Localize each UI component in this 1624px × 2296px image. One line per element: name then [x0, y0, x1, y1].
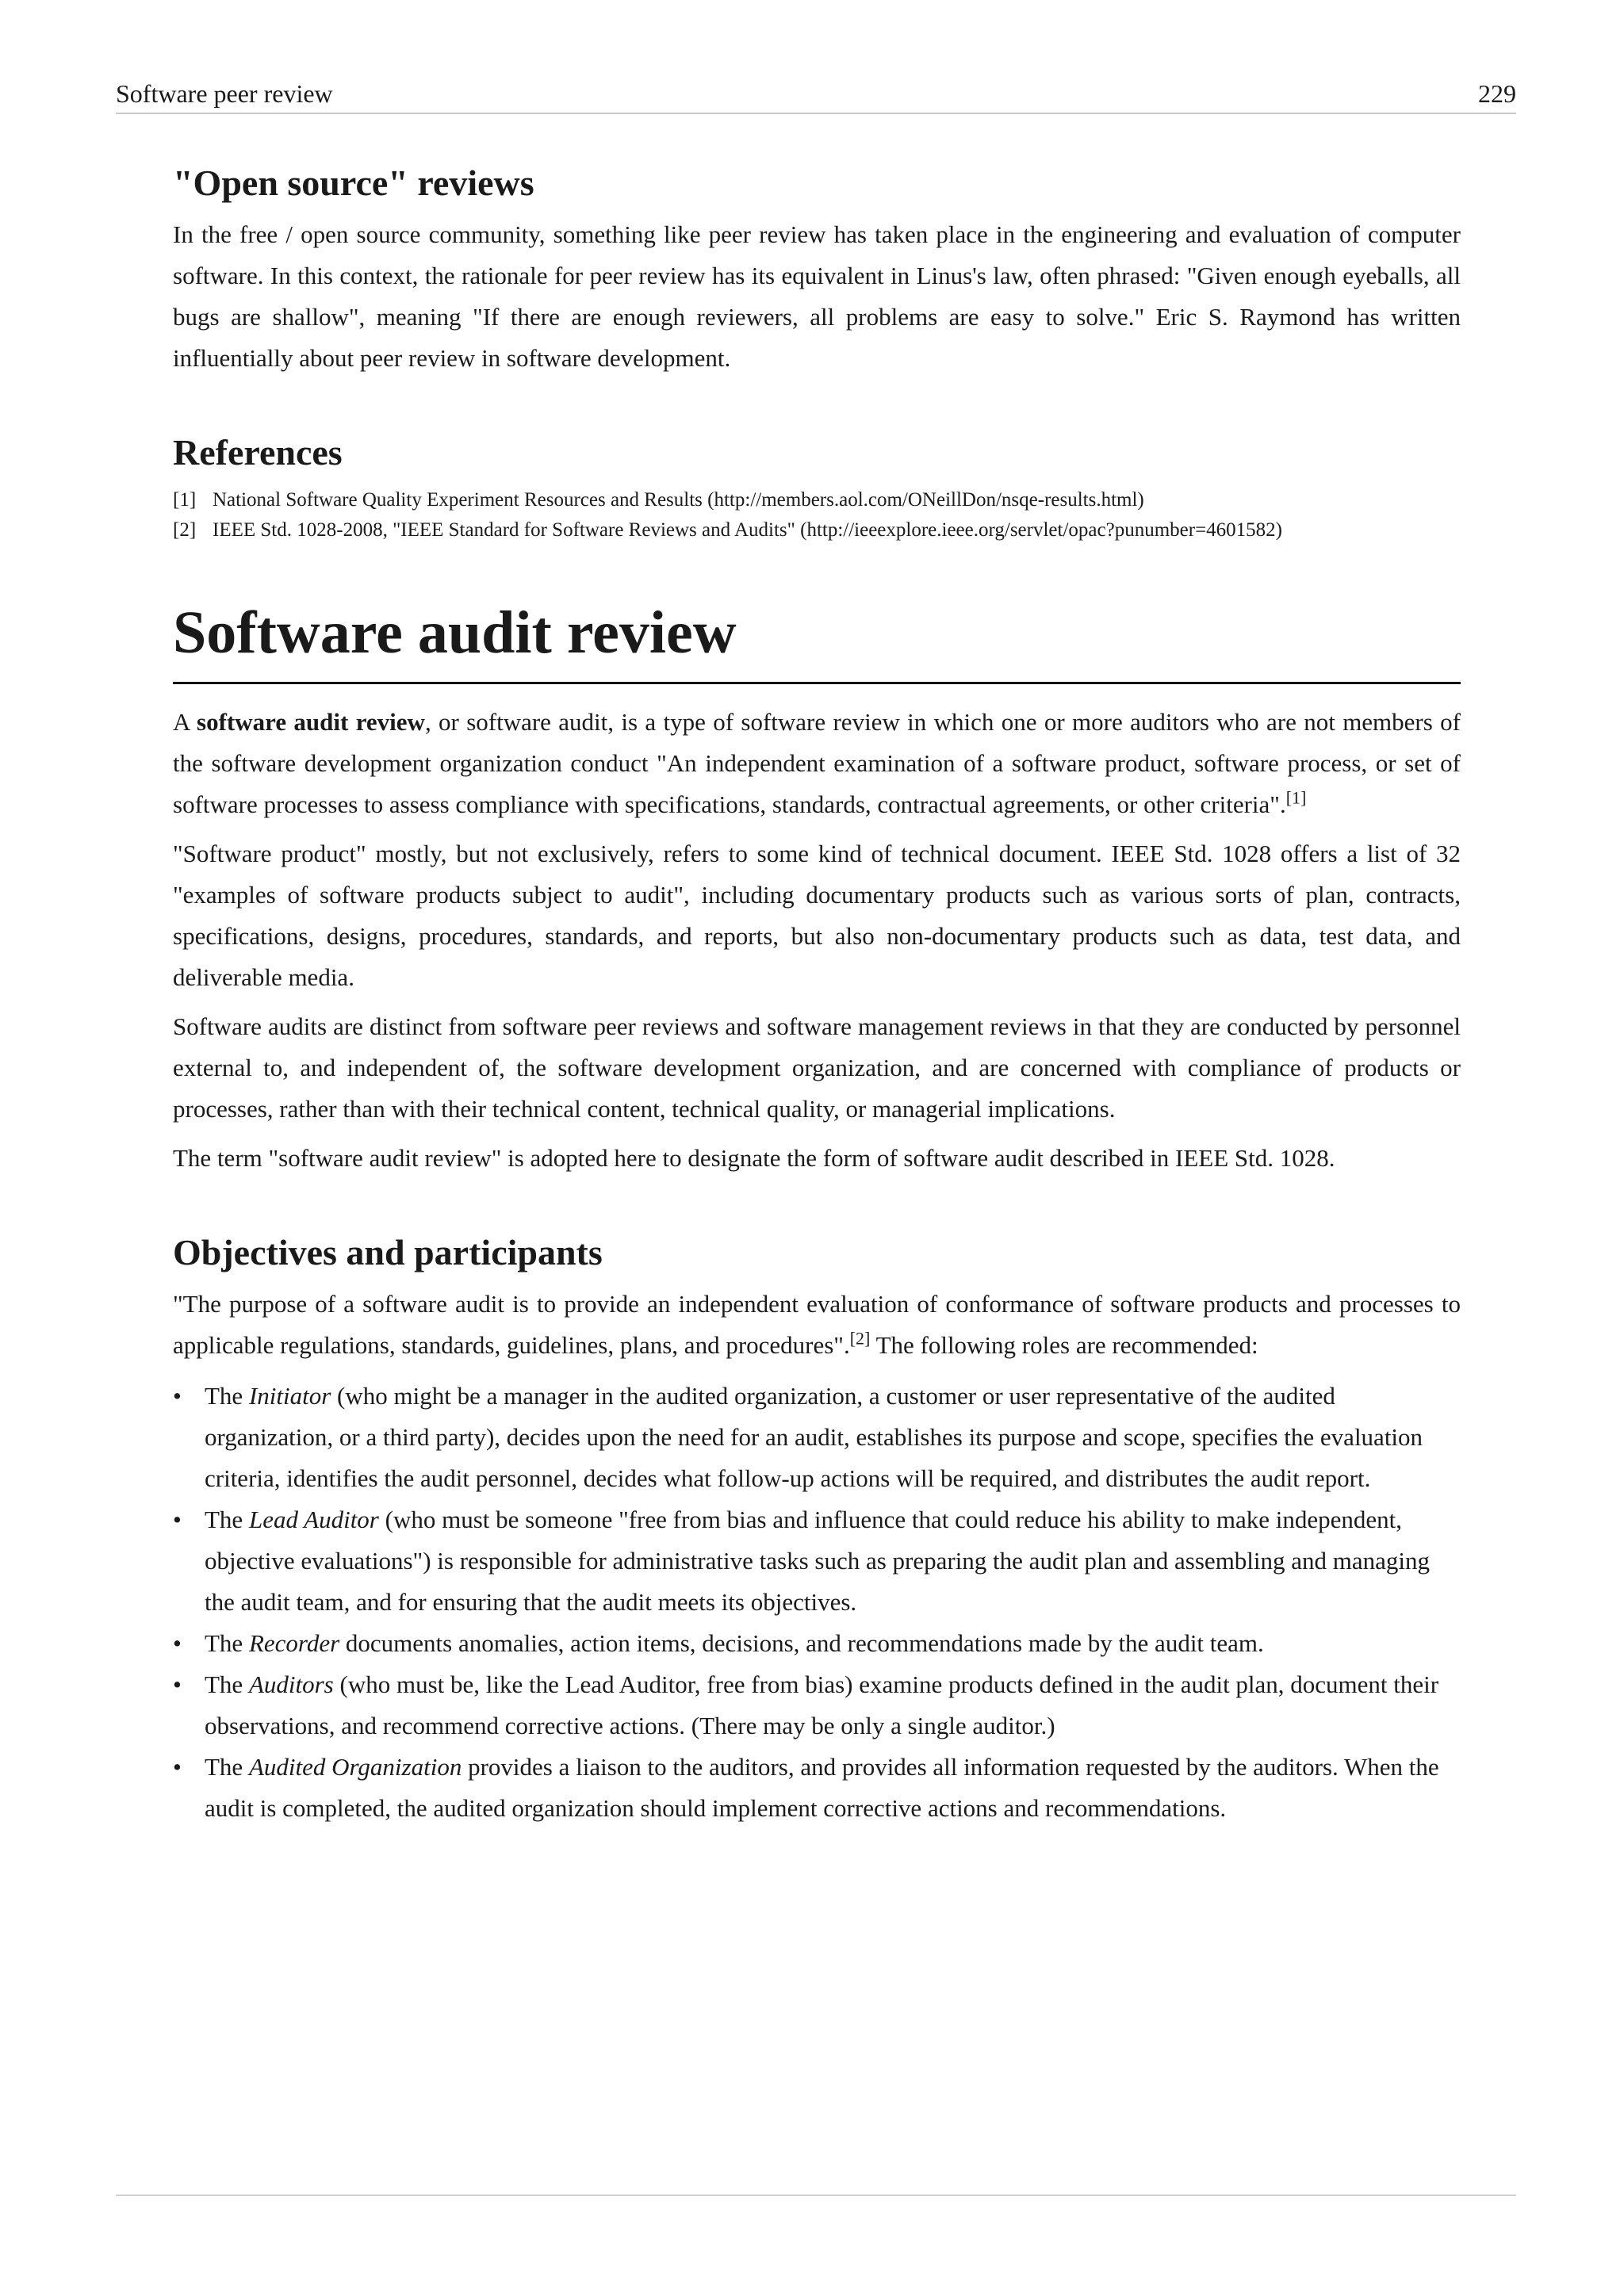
- objectives-intro: [173, 1284, 1461, 1366]
- objectives-intro-tail: The following roles are recommended:: [870, 1331, 1258, 1359]
- reference-link[interactable]: IEEE Std. 1028-2008, "IEEE Standard for Software Reviews and Audits" (http://ieeexplore.ieee.org/servlet/opac?punumber=4601582): [213, 519, 1282, 541]
- section-heading-open-source: "Open source" reviews: [173, 163, 534, 203]
- bullet-icon: •: [173, 1382, 182, 1410]
- running-title: Software peer review: [116, 79, 333, 108]
- role-name: Auditors: [248, 1670, 334, 1698]
- references-list: [173, 485, 1461, 545]
- role-prefix: The: [205, 1629, 249, 1657]
- running-header: [116, 76, 1516, 114]
- section-heading-objectives: Objectives and participants: [173, 1232, 603, 1272]
- role-description: (who must be, like the Lead Auditor, free from bias) examine products defined in the audit plan, document their observations, and recommend corrective actions. (There may be only a single auditor.): [205, 1670, 1439, 1739]
- reference-item: [173, 515, 1461, 545]
- role-item-audited-organization: [173, 1747, 1461, 1829]
- citation-link[interactable]: [1]: [1285, 787, 1307, 808]
- audit-p1-bold-term: software audit review: [197, 708, 425, 736]
- reference-number: [2]: [173, 519, 197, 541]
- reference-item: [173, 485, 1461, 515]
- bullet-icon: •: [173, 1670, 182, 1698]
- role-description: (who must be someone "free from bias and influence that could reduce his ability to make independent, objective evaluations") is responsible for administrative tasks such as preparing the audit plan and assembling and managing the audit team, and for ensuring that the audit meets its objectives.: [205, 1506, 1431, 1616]
- role-prefix: The: [205, 1506, 249, 1533]
- role-description: (who might be a manager in the audited organization, a customer or user representative of the audited organization, or a third party), decides upon the need for an audit, establishes its purpose and scope, specifies the evaluation criteria, identifies the audit personnel, decides what follow-up actions will be required, and distributes the audit report.: [205, 1382, 1423, 1492]
- audit-paragraph-4: The term "software audit review" is adopted here to designate the form of software audit described in IEEE Std. 1028.: [173, 1144, 1335, 1172]
- role-name: Lead Auditor: [248, 1506, 379, 1533]
- role-description: documents anomalies, action items, decisions, and recommendations made by the audit team.: [339, 1629, 1264, 1657]
- role-description: provides a liaison to the auditors, and provides all information requested by the auditors. When the audit is completed, the audited organization should implement corrective actions and recommendations.: [205, 1753, 1439, 1822]
- audit-paragraph-1: [173, 702, 1461, 825]
- bullet-icon: •: [173, 1629, 182, 1657]
- objectives-intro-text: "The purpose of a software audit is to provide an independent evaluation of conformance of software products and processes to applicable regulations, standards, guidelines, plans, and procedures".: [173, 1290, 1461, 1359]
- role-item-auditors: [173, 1664, 1461, 1747]
- reference-link[interactable]: National Software Quality Experiment Resources and Results (http://members.aol.com/ONeillDon/nsqe-results.html): [213, 489, 1144, 511]
- roles-list: [173, 1376, 1461, 1829]
- role-name: Initiator: [248, 1382, 331, 1410]
- bullet-icon: •: [173, 1506, 182, 1533]
- audit-p1-text: , or software audit, is a type of software review in which one or more auditors who are not members of the software development organization conduct "An independent examination of a software product, software process, or set of software processes to assess compliance with specifications, standards, contractual agreements, or other criteria".: [173, 708, 1461, 818]
- audit-p1-lead: A: [173, 708, 197, 736]
- role-prefix: The: [205, 1670, 249, 1698]
- role-item-initiator: [173, 1376, 1461, 1499]
- role-name: Recorder: [248, 1629, 340, 1657]
- role-name: Audited Organization: [248, 1753, 462, 1781]
- reference-number: [1]: [173, 489, 197, 511]
- role-item-lead-auditor: [173, 1499, 1461, 1623]
- page-content: [173, 160, 1461, 1829]
- role-prefix: The: [205, 1382, 249, 1410]
- page-number: 229: [1478, 79, 1516, 108]
- citation-link[interactable]: [2]: [849, 1328, 871, 1349]
- article-title: Software audit review: [173, 595, 1461, 684]
- role-prefix: The: [205, 1753, 249, 1781]
- footer-divider: [116, 2195, 1516, 2196]
- audit-paragraph-2: "Software product" mostly, but not exclusively, refers to some kind of technical document. IEEE Std. 1028 offers a list of 32 "examples of software products subject to audit", including documentary products such as various sorts of plan, contracts, specifications, designs, procedures, standards, and reports, but also non-documentary products such as data, test data, and deliverable media.: [173, 840, 1461, 991]
- section-heading-references: References: [173, 432, 343, 473]
- audit-paragraph-3: Software audits are distinct from software peer reviews and software management reviews in that they are conducted by personnel external to, and independent of, the software development organization, and are concerned with compliance of products or processes, rather than with their technical content, technical quality, or managerial implications.: [173, 1012, 1461, 1123]
- open-source-paragraph: In the free / open source community, something like peer review has taken place in the engineering and evaluation of computer software. In this context, the rationale for peer review has its equivalent in Linus's law, often phrased: "Given enough eyeballs, all bugs are shallow", meaning "If there are enough reviewers, all problems are easy to solve." Eric S. Raymond has written influentially about peer review in software development.: [173, 220, 1461, 372]
- bullet-icon: •: [173, 1753, 182, 1781]
- role-item-recorder: [173, 1623, 1461, 1664]
